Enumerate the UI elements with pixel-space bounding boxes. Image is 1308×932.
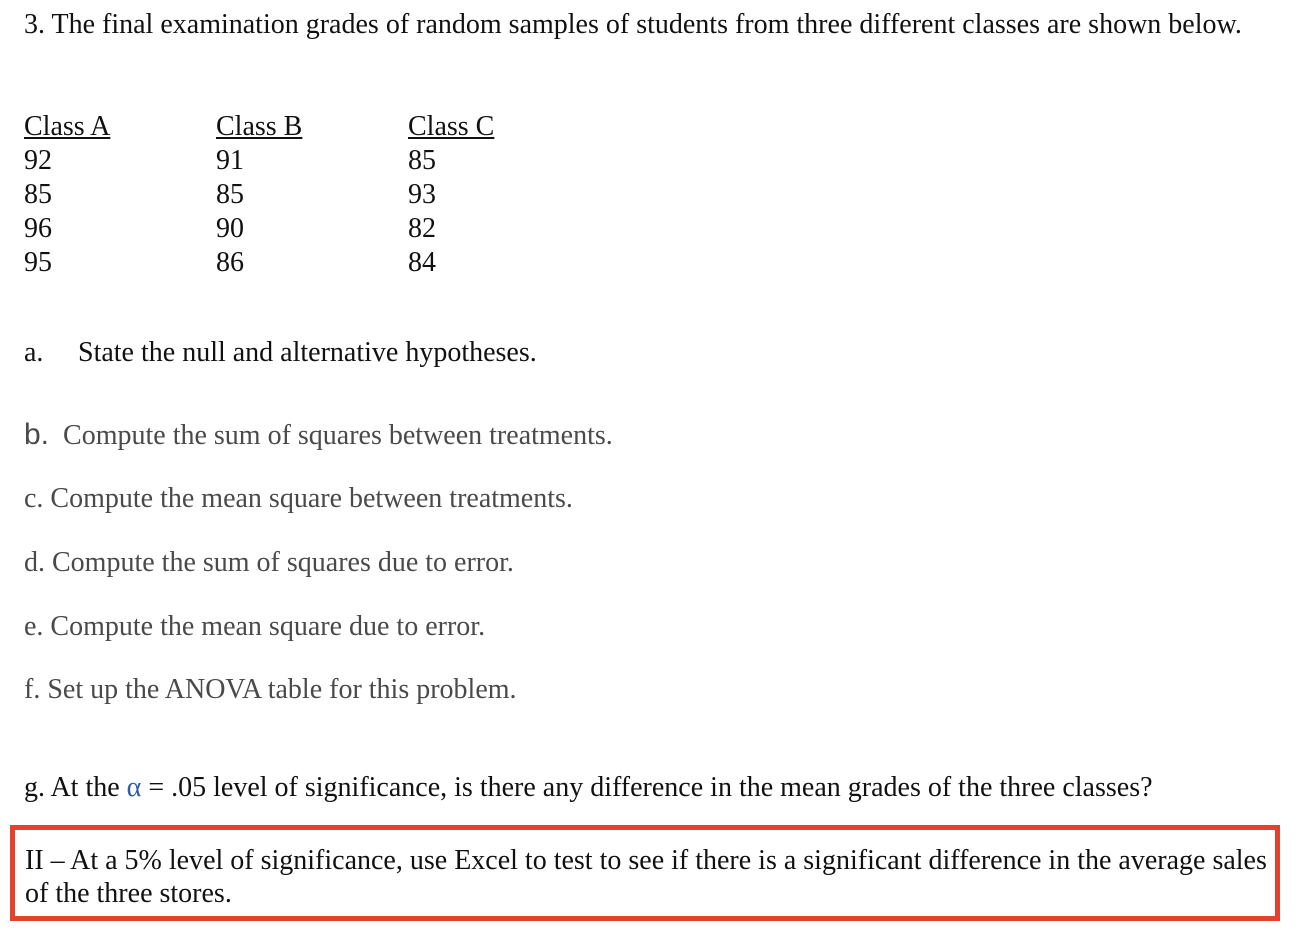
class-c-value: 85 — [408, 145, 436, 176]
class-b-header: Class B — [216, 111, 303, 142]
question-b-letter: b. — [24, 418, 50, 451]
class-c-value: 82 — [408, 213, 436, 244]
problem-intro: 3. The final examination grades of random samples of students from three different classes are shown below. — [24, 9, 1242, 40]
class-c-value: 84 — [408, 247, 436, 278]
alpha-symbol: α — [126, 772, 142, 803]
question-a — [24, 336, 537, 370]
question-b — [24, 418, 613, 453]
class-a-value: 95 — [24, 247, 52, 278]
question-a-letter: a. — [24, 337, 44, 368]
class-c-header: Class C — [408, 111, 495, 142]
question-b-text: Compute the sum of squares between treatments. — [63, 420, 613, 451]
class-a-header: Class A — [24, 111, 111, 142]
question-e: e. Compute the mean square due to error. — [24, 611, 486, 642]
question-c: c. Compute the mean square between treatments. — [24, 483, 573, 514]
class-a-value: 85 — [24, 179, 52, 210]
highlighted-part-two-box — [10, 825, 1280, 921]
class-a-column — [24, 110, 110, 280]
class-b-column — [216, 110, 302, 280]
question-g — [24, 771, 1153, 805]
question-g-prefix: g. At the — [24, 772, 127, 803]
class-b-value: 91 — [216, 145, 244, 176]
class-c-value: 93 — [408, 179, 436, 210]
class-b-value: 86 — [216, 247, 244, 278]
question-g-suffix: = .05 level of significance, is there any difference in the mean grades of the three classes? — [141, 772, 1153, 803]
class-b-value: 90 — [216, 213, 244, 244]
class-a-value: 96 — [24, 213, 52, 244]
question-f: f. Set up the ANOVA table for this problem. — [24, 674, 517, 705]
question-a-text: State the null and alternative hypotheses. — [78, 337, 537, 368]
class-b-value: 85 — [216, 179, 244, 210]
question-d: d. Compute the sum of squares due to error. — [24, 547, 514, 578]
class-a-value: 92 — [24, 145, 52, 176]
part-two-text: II – At a 5% level of significance, use Excel to test to see if there is a significant difference in the average sales of the three stores. — [25, 845, 1267, 909]
class-c-column — [408, 110, 494, 280]
